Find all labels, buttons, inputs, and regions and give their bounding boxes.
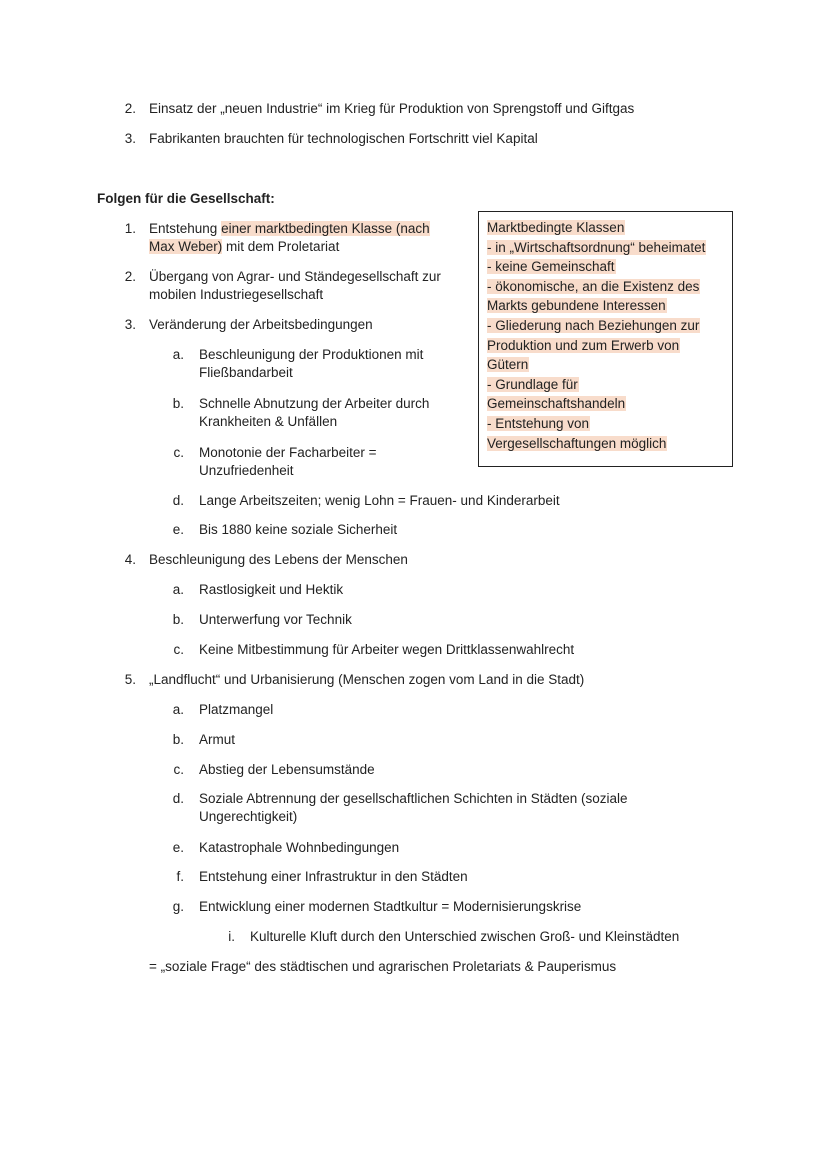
sub-item-text: Keine Mitbestimmung für Arbeiter wegen Drittklassenwahlrecht (199, 642, 575, 657)
sub-label-c: c. (173, 642, 184, 657)
info-box-marktbedingte-klassen (478, 211, 733, 467)
sub-label-b: b. (172, 732, 184, 747)
sub-item-text: Soziale Abtrennung der gesellschaftlichen Schichten in Städten (soziale (199, 791, 628, 806)
info-box-line: Markts gebundene Interessen (487, 298, 666, 314)
sub-item-text: Bis 1880 keine soziale Sicherheit (199, 522, 398, 537)
info-box-line: Marktbedingte Klassen (487, 220, 625, 235)
sub-item-text: Beschleunigung der Produktionen mit (199, 347, 424, 362)
list-item-text: Veränderung der Arbeitsbedingungen (149, 317, 373, 332)
info-box-line: - Grundlage für (487, 376, 578, 392)
highlighted-text: Max Weber) (149, 239, 223, 254)
sub-item-text: Schnelle Abnutzung der Arbeiter durch (199, 396, 430, 411)
list-item-text: Übergang von Agrar- und Ständegesellschaft zur (149, 269, 441, 284)
info-box-line: - in „Wirtschaftsordnung“ beheimatet (487, 239, 706, 255)
sub-label-b: b. (172, 396, 184, 411)
conclusion-text: = „soziale Frage“ des städtischen und agrarischen Proletariats & Pauperismus (149, 959, 617, 974)
subsub-item-text: Kulturelle Kluft durch den Unterschied zwischen Groß- und Kleinstädten (250, 929, 680, 944)
sub-item-text: Unterwerfung vor Technik (199, 612, 352, 627)
list-item-text: „Landflucht“ und Urbanisierung (Menschen zogen vom Land in die Stadt) (149, 672, 585, 687)
list-number-4: 4. (124, 552, 136, 567)
sub-label-b: b. (172, 612, 184, 627)
list-number-1: 1. (124, 221, 136, 236)
list-number-3: 3. (124, 131, 136, 146)
sub-item-text: Abstieg der Lebensumstände (199, 762, 375, 777)
list-number-2: 2. (124, 269, 136, 284)
info-box-line: Gütern (487, 357, 529, 373)
sub-label-a: a. (172, 702, 184, 717)
sub-item-text-cont: Krankheiten & Unfällen (199, 414, 338, 429)
section-heading: Folgen für die Gesellschaft: (97, 191, 275, 206)
sub-item-text: Platzmangel (199, 702, 274, 717)
sub-label-c: c. (173, 762, 184, 777)
list-item-text-cont: mobilen Industriegesellschaft (149, 287, 324, 302)
info-box-line: - Entstehung von (487, 415, 590, 431)
list-number-5: 5. (124, 672, 136, 687)
item1-text-post: mit dem Proletariat (222, 239, 340, 254)
sub-label-g: g. (172, 899, 184, 914)
sub-item-text: Katastrophale Wohnbedingungen (199, 840, 400, 855)
sub-label-e: e. (172, 522, 184, 537)
sub-label-d: d. (172, 493, 184, 508)
sub-item-text: Armut (199, 732, 236, 747)
list-number-3: 3. (124, 317, 136, 332)
sub-label-a: a. (172, 582, 184, 597)
subsub-label-i: i. (228, 929, 235, 944)
sub-label-c: c. (173, 445, 184, 460)
list-item-text (149, 220, 430, 238)
sub-item-text: Entwicklung einer modernen Stadtkultur = Modernisierungskrise (199, 899, 582, 914)
sub-item-text: Entstehung einer Infrastruktur in den Städten (199, 869, 468, 884)
sub-item-text: Monotonie der Facharbeiter = (199, 445, 377, 460)
info-box-line: Produktion und zum Erwerb von (487, 337, 680, 353)
info-box-content (487, 218, 725, 453)
info-box-line: - ökonomische, an die Existenz des (487, 278, 700, 294)
list-item-text: Einsatz der „neuen Industrie“ im Krieg für Produktion von Sprengstoff und Giftgas (149, 101, 635, 116)
sub-item-text-cont: Unzufriedenheit (199, 463, 294, 478)
sub-item-text-cont: Ungerechtigkeit) (199, 809, 298, 824)
info-box-line: - Gliederung nach Beziehungen zur (487, 317, 700, 333)
info-box-line: - keine Gemeinschaft (487, 259, 615, 275)
highlighted-text: einer marktbedingten Klasse (nach (221, 221, 430, 236)
list-number-2: 2. (124, 101, 136, 116)
item1-text-pre: Entstehung (149, 221, 222, 236)
sub-label-f: f. (176, 869, 184, 884)
sub-item-text: Rastlosigkeit und Hektik (199, 582, 344, 597)
info-box-line: Gemeinschaftshandeln (487, 396, 626, 412)
sub-item-text-cont: Fließbandarbeit (199, 365, 293, 380)
list-item-text: Fabrikanten brauchten für technologischen Fortschritt viel Kapital (149, 131, 538, 146)
list-item-text: Beschleunigung des Lebens der Menschen (149, 552, 408, 567)
sub-label-a: a. (172, 347, 184, 362)
sub-item-text: Lange Arbeitszeiten; wenig Lohn = Frauen- und Kinderarbeit (199, 493, 560, 508)
sub-label-d: d. (172, 791, 184, 806)
info-box-line: Vergesellschaftungen möglich (487, 435, 667, 451)
list-item-text-cont (149, 238, 339, 256)
sub-label-e: e. (172, 840, 184, 855)
